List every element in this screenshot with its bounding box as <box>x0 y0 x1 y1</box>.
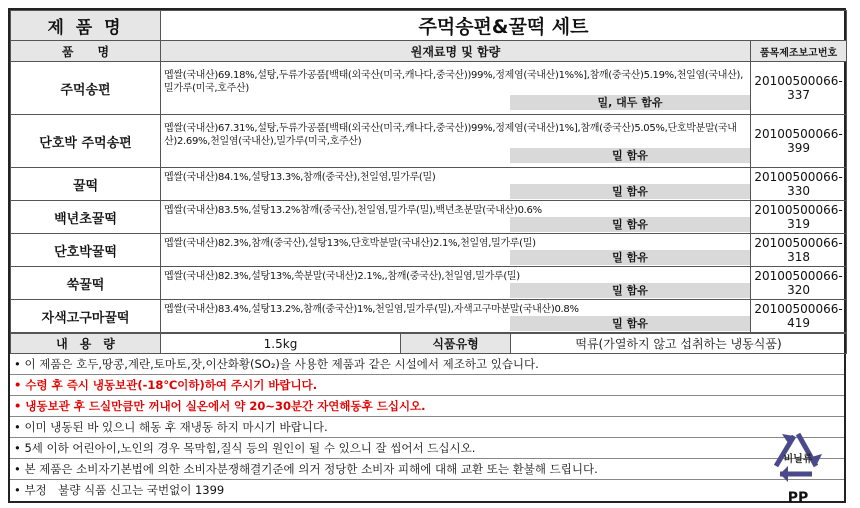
column-header-code: 품목제조보고번호 <box>751 41 847 62</box>
product-row <box>11 201 847 234</box>
allergy-badge: 밀 함유 <box>510 148 750 163</box>
notice-item: • 부정 불량 식품 신고는 국번없이 1399 <box>14 483 225 497</box>
allergy-badge: 밀 함유 <box>510 184 750 199</box>
product-row <box>11 234 847 267</box>
allergy-badge: 밀 함유 <box>510 316 750 331</box>
notice-item: • 이 제품은 호두,땅콩,계란,토마토,잣,이산화황(SO₂)을 사용한 제품과 같은 시설에서 제조하고 있습니다. <box>10 354 844 375</box>
product-row <box>11 300 847 333</box>
notice-list <box>10 354 844 506</box>
product-row-name: 단호박 주먹송편 <box>11 115 161 168</box>
product-row-name: 주먹송편 <box>11 62 161 115</box>
product-row-name: 백년초꿀떡 <box>11 201 161 234</box>
allergy-badge: 밀 함유 <box>510 283 750 298</box>
product-row <box>11 62 847 115</box>
product-row-code: 20100500066-419 <box>751 300 847 333</box>
column-header-ingredients: 원재료명 및 함량 <box>161 41 751 62</box>
column-header-name: 품 명 <box>11 41 161 62</box>
ingredients-text: 멥쌀(국내산)82.3%,설탕13%,쑥분말(국내산)2.1%,,참깨(중국산),천일염,밀가루(밀) <box>164 271 520 282</box>
notice-item: • 이미 냉동된 바 있으니 해동 후 재냉동 하지 마시기 바랍니다. <box>10 417 844 438</box>
product-row <box>11 115 847 168</box>
product-info-table <box>10 10 847 333</box>
ingredients-text: 멥쌀(국내산)82.3%,참깨(중국산),설탕13%,단호박분말(국내산)2.1%,천일염,밀가루(밀) <box>164 238 536 249</box>
notice-item: • 본 제품은 소비자기본법에 의한 소비자분쟁해결기준에 의거 정당한 소비자 피해에 대해 교환 또는 환불해 드립니다. <box>10 459 844 480</box>
product-row-code: 20100500066-399 <box>751 115 847 168</box>
ingredients-text: 멥쌀(국내산)67.31%,설탕,두류가공품[백태(외국산(미국,캐나다,중국산))99%,정제염(국내산)1%],참깨(중국산)5.05%,단호박분말(국내산)2.69%,천일염(국내산),밀가루(미국,호주산) <box>164 122 737 147</box>
product-row-name: 꿀떡 <box>11 168 161 201</box>
product-row-ingredients <box>161 300 751 333</box>
allergy-badge: 밀, 대두 함유 <box>510 95 750 110</box>
product-row-code: 20100500066-318 <box>751 234 847 267</box>
product-row-name: 쑥꿀떡 <box>11 267 161 300</box>
ingredients-text: 멥쌀(국내산)69.18%,설탕,두류가공품[백태(외국산(미국,캐나다,중국산))99%,정제염(국내산)1%%],참깨(중국산)5.19%,천일염(국내산),밀가루(미국,호주산) <box>164 69 743 94</box>
product-row <box>11 267 847 300</box>
product-title: 주먹송편&꿀떡 세트 <box>161 11 847 41</box>
product-row-ingredients <box>161 115 751 168</box>
product-name-label: 제 품 명 <box>11 11 161 41</box>
volume-table <box>10 333 847 354</box>
allergy-badge: 밀 함유 <box>510 250 750 265</box>
product-row-name: 자색고구마꿀떡 <box>11 300 161 333</box>
product-row-ingredients <box>161 234 751 267</box>
recycle-material: PP <box>787 490 809 506</box>
ingredients-text: 멥쌀(국내산)83.5%,설탕13.2%참깨(중국산),천일염,밀가루(밀),백년초분말(국내산)0.6% <box>164 205 542 216</box>
ingredients-text: 멥쌀(국내산)83.4%,설탕13.2%,참깨(중국산)1%,천일염,밀가루(밀),자색고구마분말(국내산)0.8% <box>164 304 579 315</box>
product-row-code: 20100500066-330 <box>751 168 847 201</box>
product-row-code: 20100500066-320 <box>751 267 847 300</box>
product-row-ingredients <box>161 201 751 234</box>
product-row-ingredients <box>161 168 751 201</box>
product-row <box>11 168 847 201</box>
product-row-name: 단호박꿀떡 <box>11 234 161 267</box>
product-row-ingredients <box>161 62 751 115</box>
product-row-code: 20100500066-319 <box>751 201 847 234</box>
product-row-ingredients <box>161 267 751 300</box>
food-type-value: 떡류(가열하지 않고 섭취하는 냉동식품) <box>511 334 847 354</box>
notice-item: • 수령 후 즉시 냉동보관(-18℃이하)하여 주시기 바랍니다. <box>10 375 844 396</box>
product-row-code: 20100500066-337 <box>751 62 847 115</box>
notice-item: • 5세 이하 어린아이,노인의 경우 목막힘,질식 등의 원인이 될 수 있으니 잘 씹어서 드십시오. <box>10 438 844 459</box>
recycle-label: 비닐류 <box>783 454 813 465</box>
volume-label: 내 용 량 <box>11 334 161 354</box>
ingredients-text: 멥쌀(국내산)84.1%,설탕13.3%,참깨(중국산),천일염,밀가루(밀) <box>164 172 436 183</box>
notice-item: • 냉동보관 후 드실만큼만 꺼내어 실온에서 약 20~30분간 자연해동후 드십시오. <box>10 396 844 417</box>
food-type-label: 식품유형 <box>401 334 511 354</box>
recycle-icon <box>766 428 830 508</box>
volume-value: 1.5kg <box>161 334 401 354</box>
allergy-badge: 밀 함유 <box>510 217 750 232</box>
product-label-sheet <box>8 8 846 506</box>
